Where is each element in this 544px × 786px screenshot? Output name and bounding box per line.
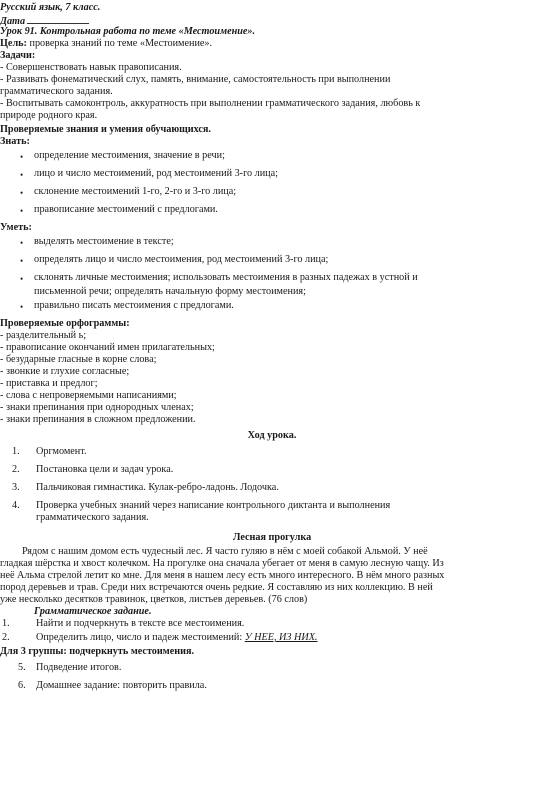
can-item-continued: письменной речи; определять начальную форму местоимения; — [34, 286, 306, 297]
final-step-number: 5. — [18, 662, 26, 673]
dictation-title: Лесная прогулка — [232, 532, 312, 543]
goal-label: Цель: — [0, 38, 27, 49]
orthogram-item: - слова с непроверяемыми написаниями; — [0, 390, 177, 401]
bullet-icon: • — [20, 152, 24, 162]
dictation-line: неё Альма стрелой летит ко мне. Для меня в нашем лесу есть много интересного. В нём много разных — [0, 570, 445, 581]
grammar-task-emphasis: У НЕЕ, ИЗ НИХ. — [244, 632, 318, 643]
step-number: 2. — [12, 464, 20, 475]
bullet-icon: • — [20, 302, 24, 312]
orthogram-item: - разделительный ь; — [0, 330, 87, 341]
bullet-icon: • — [20, 256, 24, 266]
tasks-line: - Развивать фонематический слух, память, внимание, самостоятельность при выполнении — [0, 74, 391, 85]
bullet-icon: • — [20, 206, 24, 216]
know-item: правописание местоимений с предлогами. — [34, 204, 218, 215]
tasks-line: - Совершенствовать навык правописания. — [0, 62, 182, 73]
step-number: 4. — [12, 500, 20, 511]
orthogram-item: - приставка и предлог; — [0, 378, 98, 389]
bullet-icon: • — [20, 170, 24, 180]
goal-text: проверка знаний по теме «Местоимение». — [26, 38, 213, 49]
orthogram-item: - безударные гласные в корне слова; — [0, 354, 157, 365]
know-item: лицо и число местоимений, род местоимений 3-го лица; — [34, 168, 278, 179]
grammar-task-line — [36, 632, 317, 644]
bullet-icon: • — [20, 188, 24, 198]
skills-heading: Проверяемые знания и умения обучающихся. — [0, 124, 211, 135]
know-label: Знать: — [0, 136, 30, 147]
step-number: 3. — [12, 482, 20, 493]
dictation-line: уже несколько десятков травинок, цветков, листьев деревьев. (76 слов) — [0, 594, 308, 605]
can-item: правильно писать местоимения с предлогами. — [34, 300, 234, 311]
bullet-icon: • — [20, 238, 24, 248]
can-label: Уметь: — [0, 222, 32, 233]
tasks-heading: Задачи: — [0, 50, 36, 61]
grammar-task-text: Определить лицо, число и падеж местоимений: — [36, 632, 245, 643]
can-item: определять лицо и число местоимения, род местоимений 3-го лица; — [34, 254, 329, 265]
step-number: 1. — [12, 446, 20, 457]
grammar-task-text: Найти и подчеркнуть в тексте все местоимения. — [36, 618, 245, 629]
lesson-title: Урок 91. Контрольная работа по теме «Местоимение». — [0, 26, 256, 37]
step-text: Постановка цели и задач урока. — [36, 464, 174, 475]
lesson-flow-heading: Ход урока. — [247, 430, 297, 441]
date-label: Дата — [0, 16, 26, 27]
orthograms-heading: Проверяемые орфограммы: — [0, 318, 130, 329]
know-item: определение местоимения, значение в речи; — [34, 150, 225, 161]
know-item: склонение местоимений 1-го, 2-го и 3-го лица; — [34, 186, 237, 197]
orthogram-item: - правописание окончаний имен прилагательных; — [0, 342, 215, 353]
grammar-task-number: 2. — [2, 632, 10, 643]
dictation-line: пород деревьев и трав. Среди них встречаются очень редкие. Я составляю из них коллекцию. В ней — [0, 582, 433, 593]
final-step-number: 6. — [18, 680, 26, 691]
grammar-heading: Грамматическое задание. — [34, 606, 152, 617]
goal-line — [0, 38, 212, 50]
step-text: Пальчиковая гимнастика. Кулак-ребро-ладонь. Лодочка. — [36, 482, 279, 493]
step-text: Оргмомент. — [36, 446, 87, 457]
date-blank — [27, 14, 89, 24]
can-item: выделять местоимение в тексте; — [34, 236, 174, 247]
grammar-task-number: 1. — [2, 618, 10, 629]
tasks-line: грамматического задания. — [0, 86, 113, 97]
orthogram-item: - знаки препинания в сложном предложении. — [0, 414, 196, 425]
orthogram-item: - знаки препинания при однородных членах; — [0, 402, 194, 413]
step-text-continued: грамматического задания. — [36, 512, 149, 523]
final-step-text: Домашнее задание: повторить правила. — [36, 680, 207, 691]
subject-line: Русский язык, 7 класс. — [0, 2, 101, 13]
final-step-text: Подведение итогов. — [36, 662, 122, 673]
orthogram-item: - звонкие и глухие согласные; — [0, 366, 130, 377]
dictation-line: гладкая шёрстка и хвост колечком. На прогулке она сначала убегает от меня в самую лесную чащу. Из — [0, 558, 444, 569]
tasks-line: природе родного края. — [0, 110, 98, 121]
group3-instruction: Для 3 группы: подчеркнуть местоимения. — [0, 646, 195, 657]
dictation-line: Рядом с нашим домом есть чудесный лес. Я часто гуляю в нём с моей собакой Альмой. У неё — [22, 546, 428, 557]
tasks-line: - Воспитывать самоконтроль, аккуратность при выполнении грамматического задания, любовь к — [0, 98, 421, 109]
step-text: Проверка учебных знаний через написание контрольного диктанта и выполнения — [36, 500, 391, 511]
can-item: склонять личные местоимения; использовать местоимения в разных падежах в устной и — [34, 272, 418, 283]
bullet-icon: • — [20, 274, 24, 284]
